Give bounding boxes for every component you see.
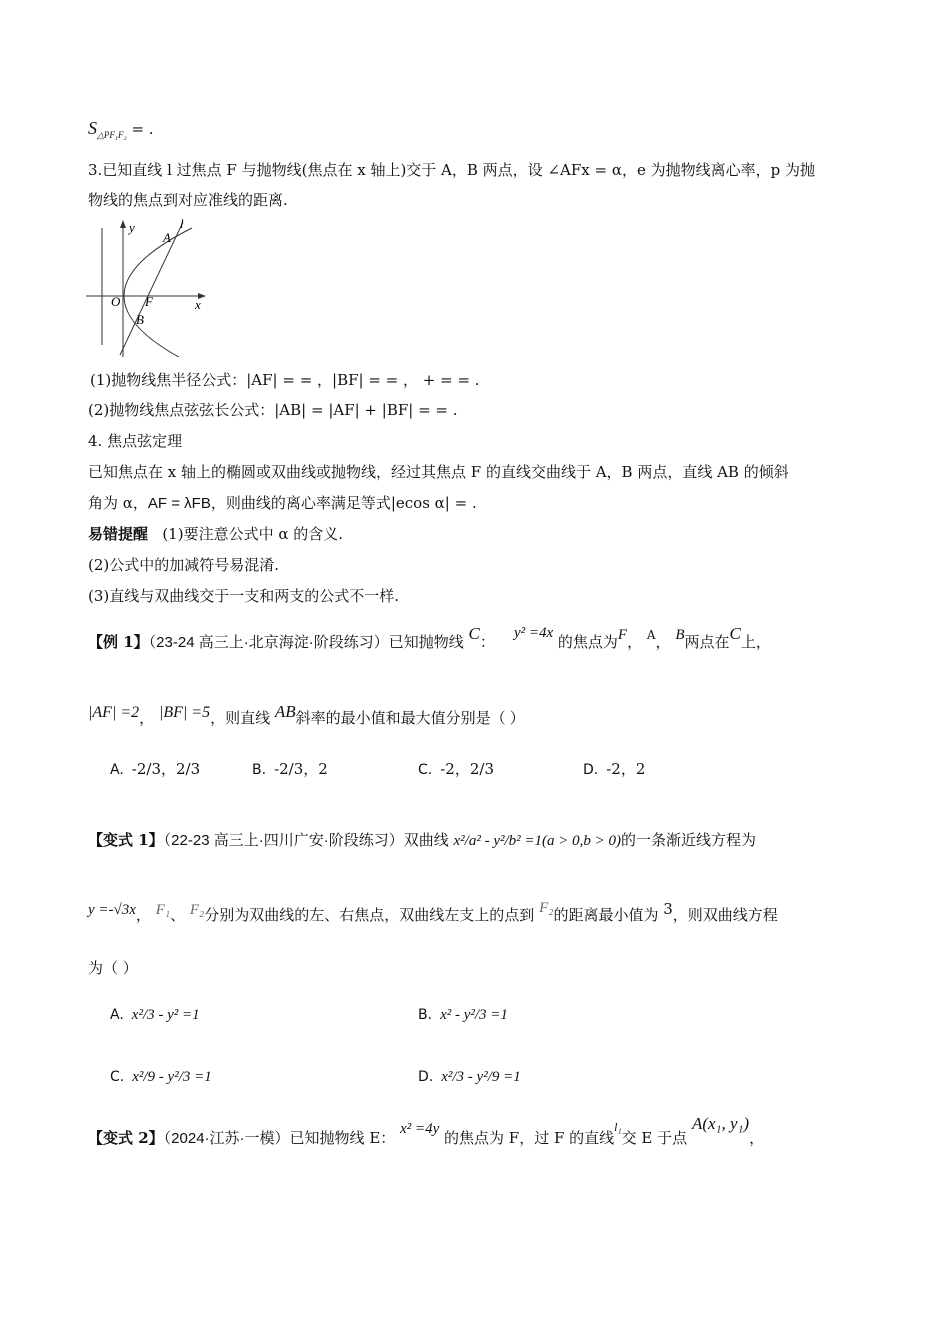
focal-radius-formula: (1)抛物线焦半径公式：|AF| = = ，|BF| = = ， + = = . — [90, 371, 480, 389]
label-F: F — [145, 294, 153, 309]
warning-item-2: (2)公式中的加减符号易混淆. — [88, 556, 280, 574]
label-A: A — [163, 230, 171, 245]
variant1-line3: 为（ ） — [88, 959, 138, 977]
variant1-option-c[interactable]: C. x²/9 - y²/3 =1 — [110, 1069, 212, 1085]
example1-option-a[interactable]: A. -2/3，2/3 — [110, 760, 201, 778]
item4-title: 4. 焦点弦定理 — [88, 432, 183, 450]
example1-option-b[interactable]: B. -2/3，2 — [252, 760, 328, 778]
label-y: y — [129, 220, 135, 235]
item3-line1: 3.已知直线 l 过焦点 F 与抛物线(焦点在 x 轴上)交于 A，B 两点，设 ∠AFx = α，e 为抛物线离心率，p 为抛 — [88, 161, 815, 179]
warning-item-3: (3)直线与双曲线交于一支和两支的公式不一样. — [88, 587, 400, 605]
variant2-line1: 【变式 2】（2024·江苏·一模）已知抛物线 E： x² =4y 的焦点为 F，过 F 的直线$^{l_1}$交 E 于点 A(x₁, y₁)， — [88, 1114, 765, 1147]
example1-option-d[interactable]: D. -2，2 — [583, 760, 646, 778]
triangle-area-formula: $S_{\triangle PF_1F_2}$ = . — [88, 118, 154, 140]
item3-line2: 物线的焦点到对应准线的距离. — [88, 191, 288, 209]
parabola-focal-chord-figure — [80, 215, 220, 365]
item4-line2: 角为 α，AF = λFB，则曲线的离心率满足等式|ecos α| = . — [88, 494, 477, 512]
y-axis-arrow-icon — [120, 220, 126, 228]
focal-chord-length-formula: (2)抛物线焦点弦弦长公式：|AB| = |AF| + |BF| = = . — [88, 401, 458, 419]
label-x: x — [195, 297, 201, 312]
variant1-option-b[interactable]: B. x² - y²/3 =1 — [418, 1007, 508, 1023]
variant1-line2: y =-√3x， F₁、 F₂分别为双曲线的左、右焦点，双曲线左支上的点到 F₂的距离最小值为 3，则双曲线方程 — [88, 900, 778, 924]
warning-item-1: 易错提醒 (1)要注意公式中 α 的含义. — [88, 525, 344, 543]
variant1-line1: 【变式 1】（22-23 高三上·四川广安·阶段练习）双曲线 x²/a² - y²/b² =1(a > 0,b > 0)的一条渐近线方程为 — [88, 831, 757, 849]
label-B: B — [136, 312, 144, 327]
label-l: l — [180, 216, 184, 231]
example1-line2: |AF| =2， |BF| =5，则直线 AB斜率的最小值和最大值分别是（ ） — [88, 702, 525, 727]
variant1-option-d[interactable]: D. x²/3 - y²/9 =1 — [418, 1069, 521, 1085]
label-O: O — [111, 294, 121, 309]
focal-chord-line — [120, 222, 183, 355]
example1-option-c[interactable]: C. -2，2/3 — [418, 760, 494, 778]
variant1-option-a[interactable]: A. x²/3 - y² =1 — [110, 1007, 200, 1023]
example1-line1: 【例 1】（23-24 高三上·北京海淀·阶段练习）已知抛物线 C： y² =4x 的焦点为F， $^A$， B两点在C上， — [88, 624, 771, 651]
item4-line1: 已知焦点在 x 轴上的椭圆或双曲线或抛物线，经过其焦点 F 的直线交曲线于 A，B 两点，直线 AB 的倾斜 — [88, 463, 789, 481]
